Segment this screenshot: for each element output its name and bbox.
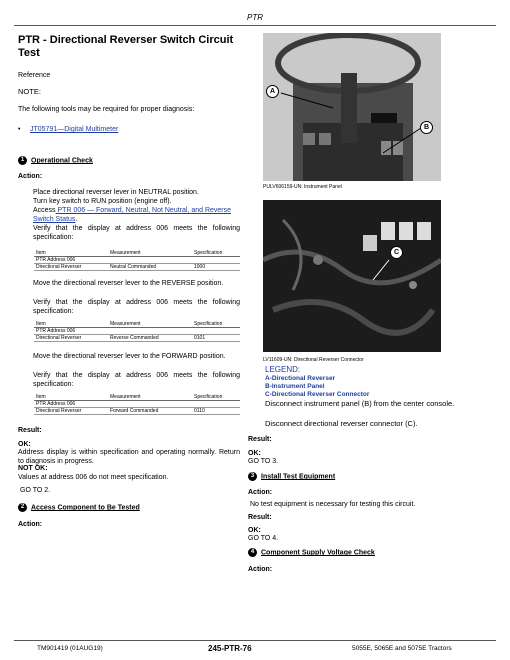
tool-link[interactable]: JT05791—Digital Multimeter [30,126,119,133]
photo2-caption: LV11609-UN: Directional Reverser Connector [263,357,364,363]
col-item: Item [34,321,108,328]
photo1-caption: PULV606159-UN: Instrument Panel [263,184,342,190]
step1-line2: Turn key switch to RUN position (engine off). [33,198,172,205]
table-cell: 0110 [192,408,240,415]
tool-bullet: • [18,126,21,133]
table-cell: Neutral Commanded [108,264,192,271]
table-cell: 1000 [192,264,240,271]
step3-heading [248,472,335,481]
legend-item-a: A-Directional Reverser [265,375,336,382]
col-specification: Specification [192,394,240,401]
table-cell: Directional Reverser [34,335,108,342]
table-cell: Directional Reverser [34,408,108,415]
step1-access [33,206,240,224]
step4-number: 4 [248,548,257,557]
instrument-panel-illustration [263,33,441,181]
step2-title: Access Component to Be Tested [31,504,140,512]
col-specification: Specification [192,250,240,257]
access-link[interactable]: PTR 006 — Forward, Neutral, Not Neutral, and Reverse Switch Status [33,207,232,223]
step1-ok-text: Address display is within specification and operating normally. Return to diagnosis in progress. [18,449,240,465]
right-goto3: GO TO 3. [248,458,279,465]
step2-action-label: Action: [18,521,43,528]
col-item: Item [34,250,108,257]
table-row [34,401,240,408]
step3-title: Install Test Equipment [261,473,336,481]
verify-reverse: Verify that the display at address 006 meets the following specification: [33,299,240,315]
table-cell: Forward Commanded [108,408,192,415]
col-item: Item [34,394,108,401]
disconnect-panel: Disconnect instrument panel (B) from the center console. [265,399,455,408]
no-equipment-text: No test equipment is necessary for testing this circuit. [250,501,416,508]
table-row [34,408,240,415]
spec-table-forward [34,394,240,415]
step1-action-label: Action: [18,173,43,180]
table-cell [108,328,192,335]
step4-title: Component Supply Voltage Check [261,549,375,557]
reverser-connector-photo [263,200,441,352]
right-ok-label: OK: [248,450,261,457]
col-measurement: Measurement [108,250,192,257]
table-cell: Reverse Commanded [108,335,192,342]
step3-ok-label: OK: [248,527,261,534]
move-forward: Move the directional reverser lever to the FORWARD position. [33,353,226,360]
table-cell: 0101 [192,335,240,342]
move-reverse: Move the directional reverser lever to the REVERSE position. [33,280,224,287]
footer-left: TM901419 (01AUG19) [37,645,103,652]
step3-goto4: GO TO 4. [248,535,279,542]
table-cell [192,257,240,264]
legend-title: LEGEND: [265,365,301,374]
table-cell: Directional Reverser [34,264,108,271]
step3-action-label: Action: [248,489,273,496]
step4-heading [248,548,375,557]
table-cell: PTR Address 006 [34,401,108,408]
step1-notok-text: Values at address 006 do not meet specification. [18,474,169,481]
table-row [34,328,240,335]
step1-instructions [33,188,240,242]
right-result-label: Result: [248,436,272,443]
step1-ok-label: OK: [18,441,31,448]
table-row [34,264,240,271]
col-measurement: Measurement [108,321,192,328]
callout-a: A [266,85,279,98]
callout-c: C [390,246,403,259]
step1-heading [18,156,93,165]
note-label: NOTE: [18,87,41,96]
step4-action-label: Action: [248,566,273,573]
col-specification: Specification [192,321,240,328]
step1-notok-label: NOT OK: [18,465,48,472]
col-measurement: Measurement [108,394,192,401]
running-header: PTR [247,13,263,22]
footer-right: 5055E, 5065E and 5075E Tractors [352,645,452,652]
connector-illustration [263,200,441,352]
disconnect-connector: Disconnect directional reverser connector (C). [265,419,418,428]
table-cell [108,257,192,264]
step3-number: 3 [248,472,257,481]
access-prefix: Access [33,207,56,214]
table-row [34,335,240,342]
legend-item-b: B-Instrument Panel [265,383,325,390]
verify-forward: Verify that the display at address 006 meets the following specification: [33,372,240,388]
footer-center: 245-PTR-76 [208,644,252,653]
footer-rule [14,640,496,641]
tools-text: The following tools may be required for proper diagnosis: [18,106,195,113]
table-cell: PTR Address 006 [34,257,108,264]
table-cell [192,401,240,408]
page-title: PTR - Directional Reverser Switch Circuit Test [18,34,234,59]
step1-goto: GO TO 2. [20,487,51,494]
table-row [34,257,240,264]
table-cell: PTR Address 006 [34,328,108,335]
legend-item-c: C-Directional Reverser Connector [265,391,370,398]
step3-result-label: Result: [248,514,272,521]
step1-verify1: Verify that the display at address 006 meets the following specification: [33,225,240,241]
header-rule [14,25,496,26]
step1-number: 1 [18,156,27,165]
table-cell [192,328,240,335]
step2-heading [18,503,140,512]
table-cell [108,401,192,408]
reference-label: Reference [18,72,51,79]
callout-b: B [420,121,433,134]
spec-table-neutral [34,250,240,271]
spec-table-reverse [34,321,240,342]
step2-number: 2 [18,503,27,512]
access-suffix: . [75,216,78,223]
step1-result-label: Result: [18,427,42,434]
step1-line1: Place directional reverser lever in NEUTRAL position. [33,189,199,196]
step1-title: Operational Check [31,157,93,165]
instrument-panel-photo [263,33,441,181]
